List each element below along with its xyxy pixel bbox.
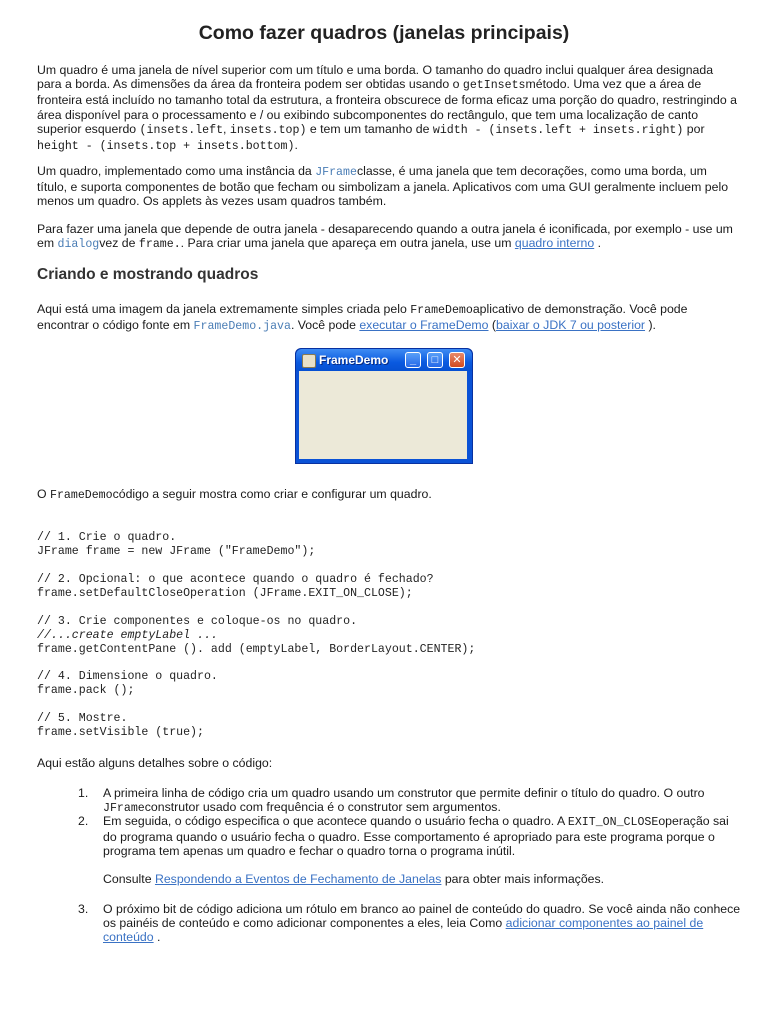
- list-item-body: [103, 786, 743, 816]
- text: .: [294, 138, 298, 153]
- maximize-icon: □: [431, 354, 439, 366]
- paragraph-dialog: [37, 222, 737, 252]
- code-height: height - (insets.top + insets.bottom): [37, 140, 295, 154]
- paragraph-intro: [37, 63, 737, 154]
- paragraph-code-intro: [37, 487, 737, 503]
- code-line-2: JFrame frame = new JFrame ("FrameDemo");: [37, 545, 316, 558]
- code-frame: frame.: [138, 238, 181, 252]
- text: para obter mais informações.: [441, 872, 605, 886]
- text: código a seguir mostra como criar e configurar um quadro.: [112, 487, 432, 501]
- close-icon: ✕: [452, 354, 462, 366]
- code-line-5: // 3. Crie componentes e coloque-os no quadro.: [37, 615, 358, 628]
- text: .: [594, 236, 602, 251]
- code-line-10: // 5. Mostre.: [37, 712, 128, 725]
- text: Consulte: [103, 872, 155, 886]
- list-number: 3.: [78, 902, 89, 916]
- text: Para fazer uma janela que depende de outra janela - desaparecendo quando a outra janela é iconificada, por exemplo - use um em: [37, 222, 733, 251]
- text: ).: [645, 318, 656, 333]
- text: (: [488, 318, 497, 333]
- code-width: width - (insets.left + insets.right): [432, 123, 684, 137]
- framedemo-window-image: [295, 348, 473, 464]
- code-getinsets: getInsets: [462, 79, 526, 93]
- text: e tem um tamanho de: [306, 121, 433, 136]
- code-dialog: dialog: [57, 238, 100, 252]
- code-exit-on-close: EXIT_ON_CLOSE: [567, 816, 659, 829]
- text: O próximo bit de código adiciona um rótulo em branco ao painel de conteúdo do quadro. Se você ainda não conhece os painéis de conteúdo e como adicionar componentes a eles, leia Como: [103, 902, 741, 931]
- link-baixar-jdk[interactable]: baixar o JDK 7 ou posterior: [496, 318, 646, 333]
- link-quadro-interno[interactable]: quadro interno: [514, 236, 595, 251]
- minimize-button: [405, 352, 421, 368]
- text: operação sai do programa quando o usuário fecha o quadro. Esse comportamento é apropriado para este programa porque o programa tem apenas um quadro e fechar o quadro torna o programa inútil.: [103, 814, 729, 859]
- code-line-1: // 1. Crie o quadro.: [37, 531, 177, 544]
- code-insets-left: (insets.left: [139, 123, 224, 137]
- code-line-4: frame.setDefaultCloseOperation (JFrame.EXIT_ON_CLOSE);: [37, 587, 413, 600]
- text: A primeira linha de código cria um quadro usando um construtor que permite definir o título do quadro. O outro: [103, 786, 705, 800]
- section-heading: Criando e mostrando quadros: [37, 266, 259, 283]
- window-content-pane: [299, 371, 467, 459]
- text: Um quadro é uma janela de nível superior com um título e uma borda. O tamanho do quadro inclui qualquer área designada para a borda. As dimensões da área da fronteira podem ser obtidas usando o: [37, 63, 714, 92]
- code-line-9: frame.pack ();: [37, 684, 135, 697]
- code-line-6: [37, 629, 737, 643]
- list-number: 1.: [78, 786, 89, 800]
- code-jframe: JFrame: [315, 166, 357, 179]
- text: aplicativo de demonstração. Você pode encontrar o código fonte em: [37, 302, 688, 333]
- maximize-button: [427, 352, 443, 368]
- text: por: [683, 121, 705, 136]
- list-item-body: [103, 902, 743, 945]
- text: classe, é uma janela que tem decorações, como uma borda, um título, e suporta componentes de botão que fecham ou simbolizam a janela. Aplicativos com uma GUI geralmente incluem pelo menos um quadro. Os applets às vezes usam quadros também.: [37, 164, 729, 209]
- window-title: FrameDemo: [319, 353, 389, 367]
- code-line-8: // 4. Dimensione o quadro.: [37, 670, 218, 683]
- list-item-body: [103, 814, 743, 859]
- text: vez de: [99, 236, 139, 251]
- link-eventos-fechamento[interactable]: Respondendo a Eventos de Fechamento de Janelas: [154, 872, 442, 886]
- window-titlebar: [296, 349, 472, 371]
- code-comment-italic: //...create emptyLabel ...: [37, 629, 218, 642]
- page-title: Como fazer quadros (janelas principais): [198, 22, 570, 44]
- link-framedemo-java[interactable]: FrameDemo.java: [193, 320, 291, 334]
- text: ,: [223, 121, 230, 136]
- minimize-icon: _: [409, 354, 417, 366]
- text: construtor usado com frequência é o construtor sem argumentos.: [144, 800, 501, 815]
- text: método. Uma vez que a área de fronteira está incluído no tamanho total da estrutura, a fronteira obscurece de forma eficaz uma porção do quadro, restringindo a área disponível para o processamento e / ou exibindo subcomponentes do rectângulo, que tem uma localização de canto superior esquerdo: [37, 77, 737, 136]
- text: Um quadro, implementado como uma instância da: [37, 164, 316, 178]
- code-jframe-2: JFrame: [103, 802, 145, 816]
- list-item-note: [103, 872, 743, 886]
- code-line-7: frame.getContentPane (). add (emptyLabel, BorderLayout.CENTER);: [37, 643, 476, 656]
- paragraph-details: Aqui estão alguns detalhes sobre o código:: [37, 756, 273, 770]
- code-insets-top: insets.top): [229, 123, 307, 137]
- close-button: [449, 352, 465, 368]
- link-adicionar-componentes[interactable]: adicionar componentes ao painel de conteúdo: [103, 916, 704, 945]
- code-line-3: // 2. Opcional: o que acontece quando o quadro é fechado?: [37, 573, 434, 586]
- text: O: [37, 487, 50, 501]
- text: . Para criar uma janela que apareça em outra janela, use um: [180, 236, 515, 251]
- text: Aqui está uma imagem da janela extremamente simples criada pelo: [37, 302, 411, 316]
- code-framedemo: FrameDemo: [410, 304, 473, 317]
- text: . Você pode: [290, 318, 360, 333]
- text: Em seguida, o código especifica o que acontece quando o usuário fecha o quadro. A: [103, 814, 568, 828]
- paragraph-jframe: [37, 164, 737, 209]
- java-cup-icon: [302, 354, 316, 368]
- list-number: 2.: [78, 814, 89, 828]
- code-framedemo-2: FrameDemo: [49, 489, 113, 502]
- code-line-11: frame.setVisible (true);: [37, 726, 204, 739]
- text: .: [153, 930, 161, 945]
- paragraph-framedemo: [37, 302, 737, 334]
- link-executar-framedemo[interactable]: executar o FrameDemo: [359, 318, 489, 333]
